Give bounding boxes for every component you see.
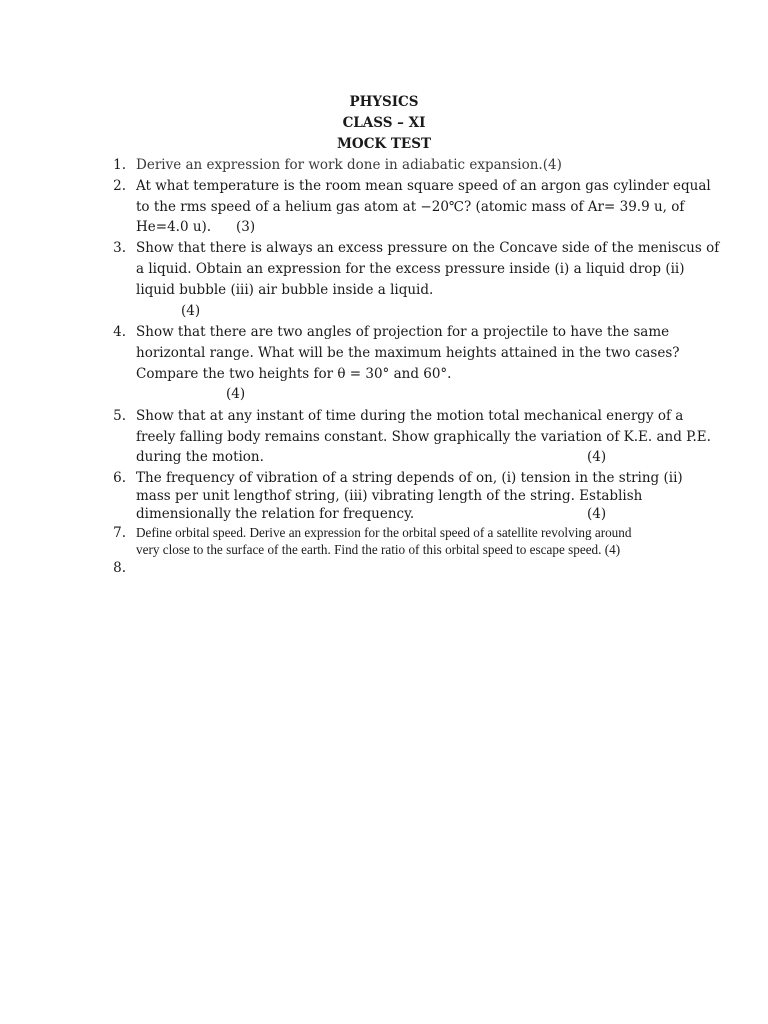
question-4-line-1: Show that there are two angles of projection for a projectile to have the same xyxy=(136,324,670,340)
question-5-line-1: Show that at any instant of time during the motion total mechanical energy of a xyxy=(136,408,684,424)
question-7-line-2: very close to the surface of the earth. Find the ratio of this orbital speed to escape speed. (4) xyxy=(136,542,621,557)
class-heading: CLASS – XI xyxy=(342,115,426,131)
question-5-marks: (4) xyxy=(587,449,607,465)
question-5-number: 5. xyxy=(113,408,126,424)
question-2-line-3: He=4.0 u). xyxy=(136,219,212,235)
question-4-line-2: horizontal range. What will be the maximum heights attained in the two cases? xyxy=(136,345,680,361)
question-3-line-3: liquid bubble (iii) air bubble inside a liquid. xyxy=(136,282,434,298)
question-5-line-2: freely falling body remains constant. Show graphically the variation of K.E. and P.E. xyxy=(136,429,711,445)
question-7-line-1: Define orbital speed. Derive an expression for the orbital speed of a satellite revolving around xyxy=(136,525,632,540)
question-2-line-1: At what temperature is the room mean square speed of an argon gas cylinder equal xyxy=(136,178,711,194)
question-6-line-2: mass per unit lengthof string, (iii) vibrating length of the string. Establish xyxy=(136,488,643,504)
question-6-line-1: The frequency of vibration of a string depends of on, (i) tension in the string (ii) xyxy=(136,470,683,486)
subject-heading: PHYSICS xyxy=(349,94,419,110)
question-2-number: 2. xyxy=(113,178,126,194)
question-6-line-3: dimensionally the relation for frequency. xyxy=(136,506,415,522)
question-3-line-2: a liquid. Obtain an expression for the excess pressure inside (i) a liquid drop (ii) xyxy=(136,261,685,277)
question-2-line-2: to the rms speed of a helium gas atom at −20℃? (atomic mass of Ar= 39.9 u, of xyxy=(136,199,685,215)
question-3-line-1: Show that there is always an excess pressure on the Concave side of the meniscus of xyxy=(136,240,720,256)
question-2-marks: (3) xyxy=(236,219,256,235)
question-4-line-3: Compare the two heights for θ = 30° and 60°. xyxy=(136,366,452,382)
question-1-number: 1. xyxy=(113,157,126,173)
question-6-marks: (4) xyxy=(587,506,607,522)
question-4-marks: (4) xyxy=(226,386,246,402)
question-5-line-3: during the motion. xyxy=(136,449,264,465)
question-1-line-1: Derive an expression for work done in adiabatic expansion.(4) xyxy=(136,157,562,173)
question-8-number: 8. xyxy=(113,560,126,576)
question-6-number: 6. xyxy=(113,470,126,486)
question-3-number: 3. xyxy=(113,240,126,256)
question-3-marks: (4) xyxy=(181,303,201,319)
question-7-number: 7. xyxy=(113,525,126,541)
test-heading: MOCK TEST xyxy=(336,136,431,152)
question-4-number: 4. xyxy=(113,324,126,340)
